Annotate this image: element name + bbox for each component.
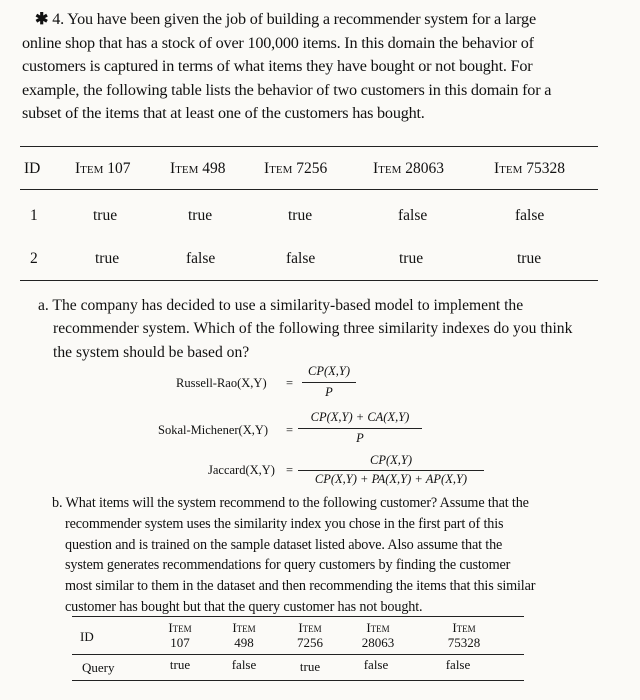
table-header-item: Item 75328 <box>494 160 566 177</box>
table-header-item: Item 28063 <box>373 160 445 177</box>
table-cell: 1 <box>30 207 38 224</box>
item-header-number: 75328 <box>447 635 481 650</box>
part-b-text <box>52 493 536 618</box>
item-header-number: 498 <box>234 635 254 650</box>
table-header-id: ID <box>80 629 94 644</box>
part-b-line: b. What items will the system recommend to the following customer? Assume that the <box>52 495 529 511</box>
jaccard-label: Jaccard(X,Y) <box>208 463 275 477</box>
table-header-item <box>348 620 408 650</box>
russell-rao-numerator: CP(X,Y) <box>307 364 350 378</box>
fraction-bar <box>302 382 356 383</box>
table-header-item <box>434 620 494 650</box>
equals-sign: = <box>286 376 294 390</box>
table-cell: false <box>186 250 216 267</box>
part-b-line: customer has bought but that the query customer has not bought. <box>65 598 423 615</box>
table-cell: true <box>93 207 118 224</box>
table-cell: true <box>169 657 191 672</box>
item-header-number: 107 <box>170 635 190 650</box>
item-header-top: Item <box>168 620 192 635</box>
table-top-rule <box>72 616 524 617</box>
table-cell: true <box>188 207 213 224</box>
table-cell: false <box>515 207 545 224</box>
part-b-line: question and is trained on the sample dataset listed above. Also assume that the <box>65 536 503 553</box>
jaccard-denominator: CP(X,Y) + PA(X,Y) + AP(X,Y) <box>314 472 468 486</box>
equals-sign: = <box>286 463 294 477</box>
table-header-id: ID <box>24 160 41 177</box>
table-cell: false <box>286 250 316 267</box>
russell-rao-denominator: P <box>325 385 333 399</box>
table-cell: true <box>288 207 313 224</box>
table-top-rule <box>20 146 598 147</box>
table-header-rule <box>20 189 598 190</box>
intro-line: customers is captured in terms of what items they have bought or not bought. For <box>22 57 533 76</box>
table-cell: false <box>445 657 471 672</box>
sokal-michener-denominator: P <box>356 431 364 445</box>
item-header-number: 28063 <box>361 635 395 650</box>
table-header-item <box>152 620 208 650</box>
intro-line: online shop that has a stock of over 100,000 items. In this domain the behavior of <box>22 33 534 52</box>
intro-line: subset of the items that at least one of the customers has bought. <box>22 104 425 123</box>
jaccard-numerator: CP(X,Y) <box>369 453 412 467</box>
fraction-bar <box>298 470 484 471</box>
intro-line: example, the following table lists the behavior of two customers in this domain for a <box>22 80 552 99</box>
table-cell: false <box>363 657 389 672</box>
table-cell: 2 <box>30 250 38 267</box>
russell-rao-label: Russell-Rao(X,Y) <box>176 376 267 390</box>
table-bottom-rule <box>20 280 598 281</box>
item-header-top: Item <box>298 620 322 635</box>
part-b-line: recommender system uses the similarity index you chose in the first part of this <box>65 515 504 532</box>
table-header-item: Item 498 <box>170 160 226 177</box>
table-cell: true <box>95 250 120 267</box>
intro-line: 4. You have been given the job of building a recommender system for a large <box>52 10 536 28</box>
item-header-top: Item <box>366 620 390 635</box>
table-header-rule <box>72 654 524 655</box>
table-header-item: Item 107 <box>75 160 131 177</box>
equals-sign: = <box>286 423 294 437</box>
fraction-bar <box>298 428 422 429</box>
part-b-line: most similar to them in the dataset and then recommending the items that this similar <box>65 578 536 595</box>
table-cell: false <box>231 657 257 672</box>
table-bottom-rule <box>72 680 524 681</box>
part-b-line: system generates recommendations for query customers by finding the customer <box>65 557 511 574</box>
sokal-michener-label: Sokal-Michener(X,Y) <box>158 423 269 437</box>
item-header-top: Item <box>232 620 256 635</box>
part-a-line: a. The company has decided to use a similarity-based model to implement the <box>38 297 524 314</box>
table-cell-query-label: Query <box>82 660 115 675</box>
asterisk-icon: ✱ <box>35 10 49 28</box>
part-a-line: the system should be based on? <box>53 343 250 361</box>
item-header-top: Item <box>452 620 476 635</box>
question-intro <box>22 8 622 126</box>
table-cell: false <box>398 207 428 224</box>
item-header-number: 7256 <box>297 635 323 650</box>
table-header-item <box>216 620 272 650</box>
part-a-text <box>38 294 572 364</box>
table-cell: true <box>299 659 321 674</box>
sokal-michener-numerator: CP(X,Y) + CA(X,Y) <box>310 410 410 424</box>
table-header-item: Item 7256 <box>264 160 328 177</box>
part-a-line: recommender system. Which of the following three similarity indexes do you think <box>53 320 573 338</box>
table-header-item <box>282 620 338 650</box>
table-cell: true <box>517 250 542 267</box>
table-cell: true <box>399 250 424 267</box>
